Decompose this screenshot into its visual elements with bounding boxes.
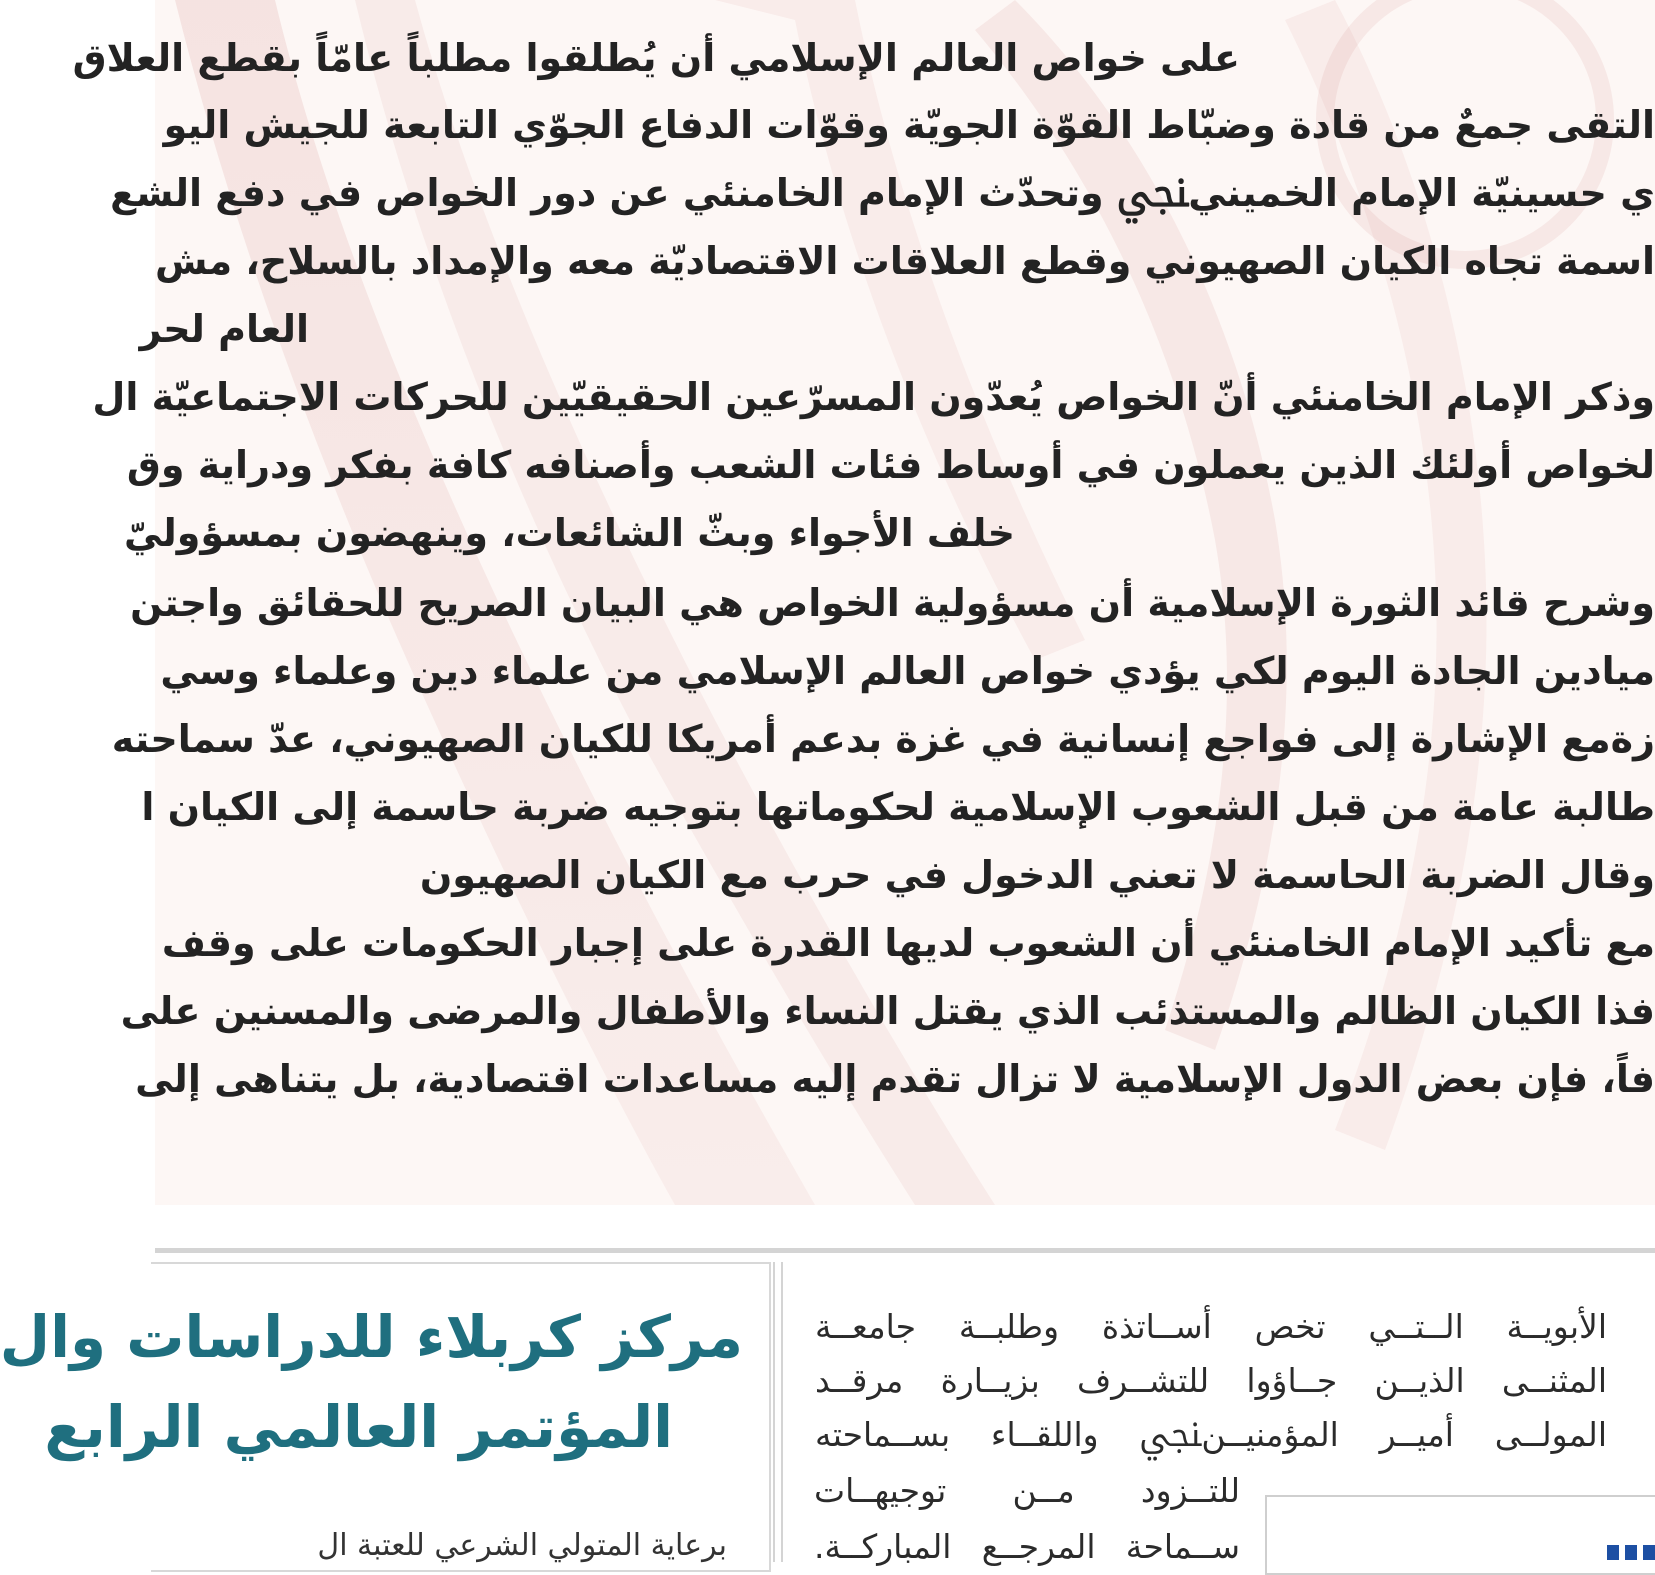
column-divider — [773, 1262, 783, 1562]
top-article-line: التقى جمعٌ من قادة وضبّاط القوّة الجويّة وقوّات الدفاع الجوّي التابعة للجيش اليو — [163, 103, 1655, 147]
left-article-headline-line2: المؤتمر العالمي الرابع — [44, 1393, 673, 1461]
inset-marker — [1625, 1545, 1637, 1560]
inset-marker — [1643, 1545, 1655, 1560]
top-article-line: وذكر الإمام الخامنئي أنّ الخواص يُعدّون المسرّعين الحقيقيّين للحركات الاجتماعيّة ال — [92, 375, 1655, 419]
top-article-line: فاً، فإن بعض الدول الإسلامية لا تزال تقدم إليه مساعدات اقتصادية، بل يتناهى إلى — [135, 1057, 1655, 1101]
left-article-headline-line1: مركز كربلاء للدراسات وال — [0, 1303, 743, 1371]
top-article-line: خلف الأجواء وبثّ الشائعات، وينهضون بمسؤوليّ — [124, 511, 1015, 555]
top-article-line: مع تأكيد الإمام الخامنئي أن الشعوب لديها القدرة على إجبار الحكومات على وقف — [161, 921, 1655, 965]
right-column-line: الأبويــة الــتــي تخص أســاتذة وطلبــة جامعــة — [815, 1307, 1607, 1346]
top-article-line: ي حسينيّة الإمام الخمينيﷇ وتحدّث الإمام الخامنئي عن دور الخواص في دفع الشع — [110, 171, 1655, 215]
top-article-line: وشرح قائد الثورة الإسلامية أن مسؤولية الخواص هي البيان الصريح للحقائق واجتن — [130, 581, 1655, 625]
top-article-line: زةمع الإشارة إلى فواجع إنسانية في غزة بدعم أمريكا للكيان الصهيوني، عدّ سماحته — [111, 717, 1655, 761]
top-article-line: وقال الضربة الحاسمة لا تعني الدخول في حرب مع الكيان الصهيون — [419, 853, 1655, 897]
inset-box — [1265, 1495, 1655, 1575]
top-article-line: اسمة تجاه الكيان الصهيوني وقطع العلاقات الاقتصاديّة معه والإمداد بالسلاح، مش — [154, 239, 1655, 283]
top-article-line: ميادين الجادة اليوم لكي يؤدي خواص العالم الإسلامي من علماء دين وعلماء وسي — [160, 649, 1655, 693]
right-column-line: للتــزود مــن توجيهــات — [814, 1471, 1240, 1510]
right-column-line: المثنــى الذيــن جــاؤوا للتشــرف بزيــارة مرقــد — [815, 1361, 1607, 1400]
top-article-line: على خواص العالم الإسلامي أن يُطلقوا مطلباً عامّاً بقطع العلاق — [72, 36, 1240, 80]
inset-marker — [1607, 1545, 1619, 1560]
top-article-line: العام لحر — [139, 307, 309, 351]
horizontal-divider — [155, 1248, 1655, 1253]
top-article-line: طالبة عامة من قبل الشعوب الإسلامية لحكوماتها بتوجيه ضربة حاسمة إلى الكيان ا — [141, 785, 1655, 829]
top-article-line: لخواص أولئك الذين يعملون في أوساط فئات الشعب وأصنافه كافة بفكر ودراية وق — [126, 443, 1655, 487]
left-article-body: برعاية المتولي الشرعي للعتبة ال — [317, 1528, 727, 1563]
top-article — [72, 0, 1655, 1200]
right-column-line: المولــى أميــر المؤمنيــنﷇ واللقــاء بســماحته — [815, 1415, 1607, 1454]
right-column-line: ســماحة المرجــع المباركــة. — [814, 1527, 1240, 1566]
top-article-line: فذا الكيان الظالم والمستذئب الذي يقتل النساء والأطفال والمرضى والمسنين على — [120, 989, 1655, 1033]
